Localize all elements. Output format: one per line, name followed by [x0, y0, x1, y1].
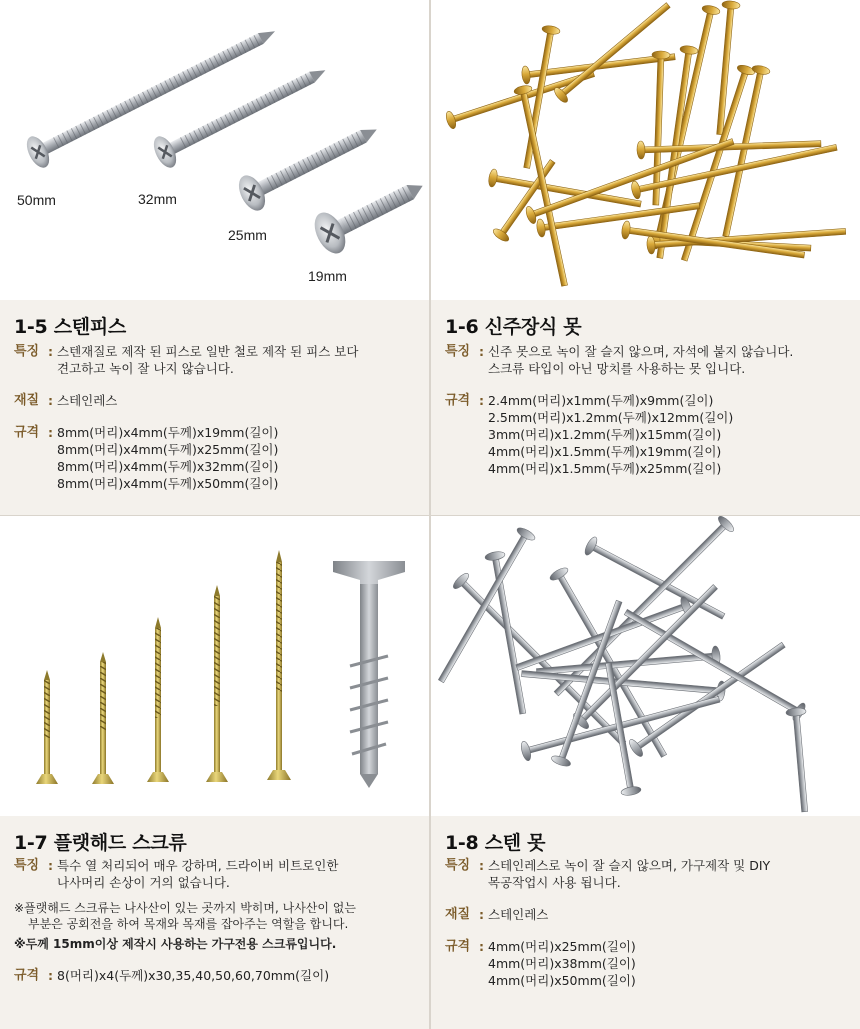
material-label: 재질	[445, 907, 471, 922]
size-label-32mm: 32mm	[138, 191, 177, 207]
material-label: 재질	[14, 393, 40, 408]
spec-line: 2.5mm(머리)x1.2mm(두께)x12mm(길이)	[488, 410, 734, 425]
spec-label: 규격	[445, 939, 471, 954]
product-card-1-8	[431, 516, 860, 1029]
spec-label: 규격	[14, 968, 40, 983]
spec-line: 4mm(머리)x50mm(길이)	[488, 973, 636, 988]
feature-label: 특징	[14, 344, 40, 359]
feature-label: 특징	[445, 858, 471, 873]
product-card-1-7	[0, 516, 429, 1029]
note-2: ※두께 15mm이상 제작시 사용하는 가구전용 스크류입니다.	[14, 937, 337, 951]
product-title: 1-5 스텐피스	[14, 316, 126, 338]
product-card-1-5	[0, 0, 429, 515]
feature-label: 특징	[445, 344, 471, 359]
spec-line: 8mm(머리)x4mm(두께)x19mm(길이)	[57, 425, 279, 440]
size-label-50mm: 50mm	[17, 192, 56, 208]
spec-line: 2.4mm(머리)x1mm(두께)x9mm(길이)	[488, 393, 714, 408]
spec-label: 규격	[445, 393, 471, 408]
feature-label: 특징	[14, 858, 40, 873]
feature-line-1: 특수 열 처리되어 매우 강하며, 드라이버 비트로인한	[57, 858, 339, 873]
note-1-line-2: 부분은 공회전을 하여 목재와 목재를 잡아주는 역할을 합니다.	[28, 917, 349, 931]
feature-line-2: 견고하고 녹이 잘 나지 않습니다.	[57, 361, 234, 376]
product-info-panel: 1-8 스텐 못 특징 : 스테인레스로 녹이 잘 슬지 않으며, 가구제작 및 DIY 목공작업시 사용 됩니다. 재질 : 스테인레스 규격 : 4mm(머리)x25mm(길이) 4mm(머리)x38mm(길이) 4mm(머리)x50mm(길이)	[431, 816, 860, 1029]
spec-line: 4mm(머리)x1.5mm(두께)x25mm(길이)	[488, 461, 722, 476]
product-title: 1-6 신주장식 못	[445, 316, 582, 338]
product-photo-brass-nails	[431, 0, 860, 300]
material-value: 스테인레스	[488, 907, 549, 922]
spec-line: 8mm(머리)x4mm(두께)x32mm(길이)	[57, 459, 279, 474]
feature-line-2: 스크류 타입이 아닌 망치를 사용하는 못 입니다.	[488, 361, 746, 376]
spec-line: 4mm(머리)x1.5mm(두께)x19mm(길이)	[488, 444, 722, 459]
spec-line: 4mm(머리)x38mm(길이)	[488, 956, 636, 971]
product-photo-flathead-screws	[0, 516, 429, 816]
feature-line-1: 신주 못으로 녹이 잘 슬지 않으며, 자석에 붙지 않습니다.	[488, 344, 794, 359]
note-1-line-1: ※플랫해드 스크류는 나사산이 있는 곳까지 박히며, 나사산이 없는	[14, 901, 356, 915]
spec-line: 8mm(머리)x4mm(두께)x50mm(길이)	[57, 476, 279, 491]
product-info-panel: 1-6 신주장식 못 특징 : 신주 못으로 녹이 잘 슬지 않으며, 자석에 붙지 않습니다. 스크류 타입이 아닌 망치를 사용하는 못 입니다. 규격 : 2.4mm(머리)x1mm(두께)x9mm(길이) 2.5mm(머리)x1.2mm(두께)x12mm(길이) 3mm(머리)x1.2mm(두께)x15mm(길이) 4mm(머리)x1.5mm(두께)x19mm(길이) 4mm(머리)x1.5mm(두께)x25mm(길이)	[431, 300, 860, 515]
feature-line-1: 스텐재질로 제작 된 피스로 일반 철로 제작 된 피스 보다	[57, 344, 359, 359]
product-photo-stainless-nails	[431, 516, 860, 816]
note-1	[14, 900, 356, 932]
feature-line-1: 스테인레스로 녹이 잘 슬지 않으며, 가구제작 및 DIY	[488, 858, 771, 873]
product-info-panel: 1-5 스텐피스 특징 : 스텐재질로 제작 된 피스로 일반 철로 제작 된 피스 보다 견고하고 녹이 잘 나지 않습니다. 재질 : 스테인레스 규격 : 8mm(머리)x4mm(두께)x19mm(길이) 8mm(머리)x4mm(두께)x25mm(길이) 8mm(머리)x4mm(두께)x32mm(길이) 8mm(머리)x4mm(두께)x50mm(길이)	[0, 300, 429, 515]
spec-line: 4mm(머리)x25mm(길이)	[488, 939, 636, 954]
material-value: 스테인레스	[57, 393, 118, 408]
spec-label: 규격	[14, 425, 40, 440]
spec-line: 8mm(머리)x4mm(두께)x25mm(길이)	[57, 442, 279, 457]
feature-line-2: 목공작업시 사용 됩니다.	[488, 875, 621, 890]
product-title: 1-7 플랫해드 스크류	[14, 832, 187, 854]
spec-line: 8(머리)x4(두께)x30,35,40,50,60,70mm(길이)	[57, 968, 330, 983]
spec-line: 3mm(머리)x1.2mm(두께)x15mm(길이)	[488, 427, 722, 442]
product-photo-stainless-screws	[0, 0, 429, 300]
product-info-panel: 1-7 플랫해드 스크류 특징 : 특수 열 처리되어 매우 강하며, 드라이버 비트로인한 나사머리 손상이 거의 없습니다. ※플랫해드 스크류는 나사산이 있는 곳까지 박히며, 나사산이 없는 부분은 공회전을 하여 목재와 목재를 잡아주는 역할을 합니다. ※두께 15mm이상 제작시 사용하는 가구전용 스크류입니다. 규격 : 8(머리)x4(두께)x30,35,40,50,60,70mm(길이)	[0, 816, 429, 1029]
product-title: 1-8 스텐 못	[445, 832, 546, 854]
feature-line-2: 나사머리 손상이 거의 없습니다.	[57, 875, 230, 890]
size-label-25mm: 25mm	[228, 227, 267, 243]
product-card-1-6	[431, 0, 860, 515]
size-label-19mm: 19mm	[308, 268, 347, 284]
